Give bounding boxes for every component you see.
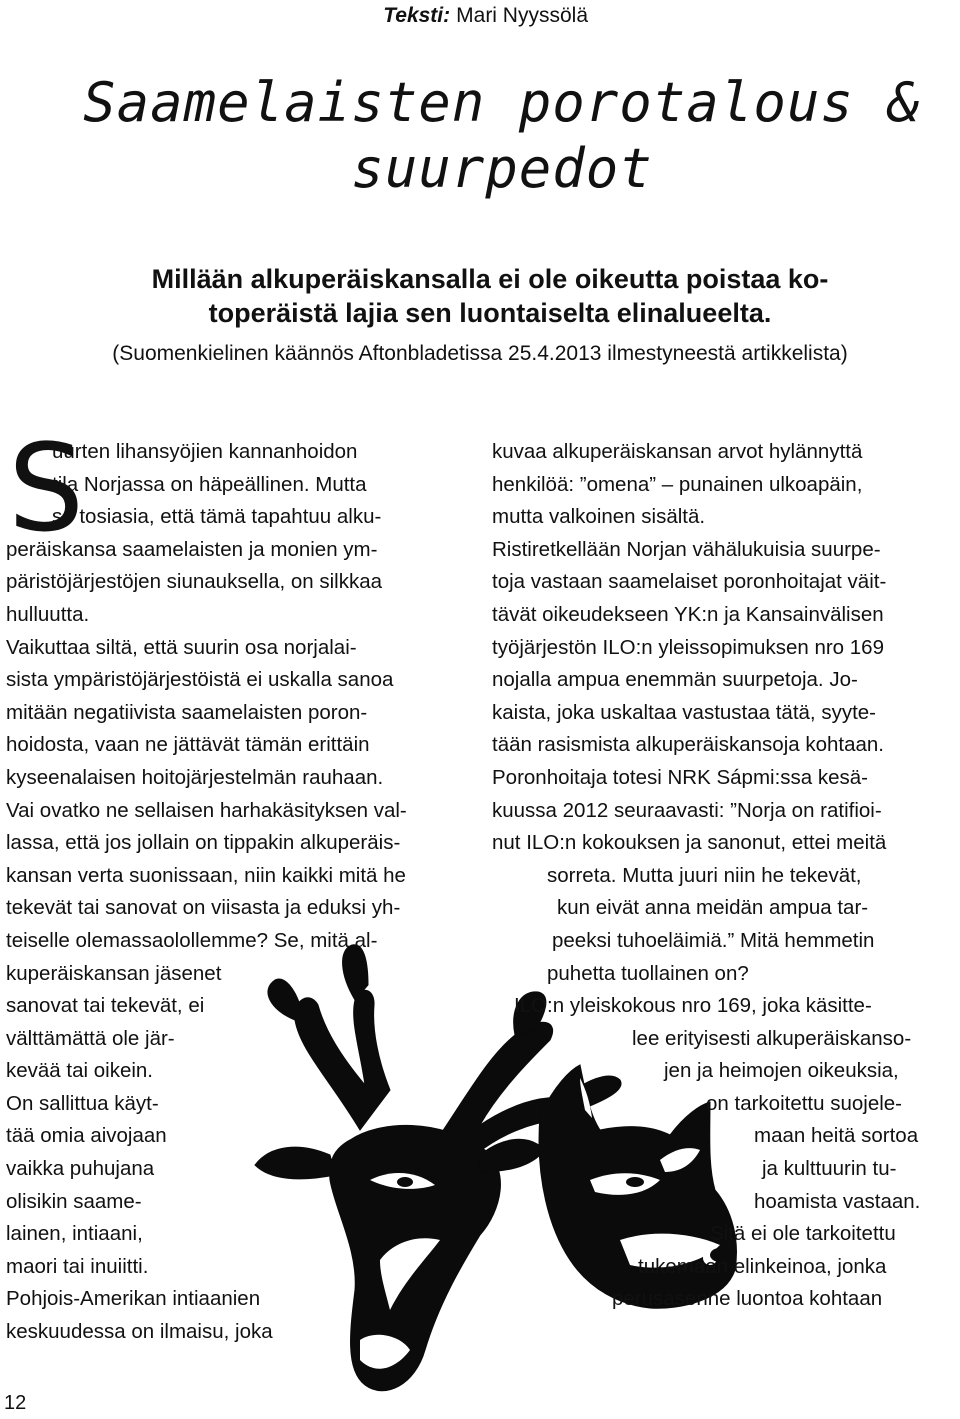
text-line: kuvaa alkuperäiskansan arvot hylännyttä (492, 440, 863, 463)
text-line: kansan verta suonissaan, niin kaikki mitä he (6, 863, 406, 887)
text-line: uurten lihansyöjien kannanhoidon (52, 440, 358, 463)
text-line: lainen, intiaani, (6, 1222, 143, 1246)
text-line: sista ympäristöjärjestöistä ei uskalla sanoa (6, 668, 394, 692)
text-line: On sallittua käyt- (6, 1091, 159, 1115)
text-line: hoidosta, vaan ne jättävät tämän erittäin (6, 733, 370, 757)
text-line: kuussa 2012 seuraavasti: ”Norja on ratifioi- (492, 798, 882, 822)
text-line: on tarkoitettu suojele- (706, 1091, 903, 1115)
text-line: olisikin saame- (6, 1189, 142, 1213)
text-line: kyseenalaisen hoitojärjestelmän rauhaan. (6, 765, 384, 789)
text-line: mutta valkoinen sisältä. (492, 505, 706, 529)
text-line: sanovat tai tekevät, ei (6, 994, 205, 1018)
text-line: peeksi tuhoeläimiä.” Mitä hemmetin (552, 928, 875, 952)
page-title (52, 70, 952, 202)
text-line: Ristiretkellään Norjan vähälukuisia suurpe- (492, 537, 881, 561)
lead-paragraph (60, 262, 920, 330)
text-line: kevää tai oikein. (6, 1059, 154, 1083)
text-line: välttämättä ole jär- (6, 1026, 175, 1050)
left-column (6, 420, 476, 1349)
drop-cap: S (8, 420, 85, 559)
text-line: ILO:n yleiskokous nro 169, joka käsitte- (514, 994, 872, 1018)
text-line: Poronhoitaja totesi NRK Sápmi:ssa kesä- (492, 765, 869, 789)
text-line: työjärjestön ILO:n yleissopimuksen nro 169 (492, 635, 884, 659)
byline-label: Teksti: (383, 4, 451, 27)
text-line: puhetta tuollainen on? (547, 961, 749, 985)
text-line: tävät oikeudekseen YK:n ja Kansainvälisen (492, 602, 884, 626)
text-line: kaista, joka uskaltaa vastustaa tätä, syyte- (492, 700, 876, 724)
text-line: kuperäiskansan jäsenet (6, 961, 222, 985)
text-line: jen ja heimojen oikeuksia, (664, 1059, 899, 1083)
text-line: tään rasismista alkuperäiskansoja kohtaan. (492, 733, 884, 757)
text-line: Vaikuttaa siltä, että suurin osa norjalai- (6, 635, 357, 659)
text-line: kun eivät anna meidän ampua tar- (557, 896, 869, 920)
text-line: vaikka puhujana (6, 1157, 155, 1181)
text-line: henkilöä: ”omena” – punainen ulkoapäin, (492, 472, 863, 496)
text-line: nojalla ampua enemmän suurpetoja. Jo- (492, 668, 858, 692)
lead-note: (Suomenkielinen käännös Aftonbladetissa 25.4.2013 ilmestyneestä artikkelista) (112, 342, 848, 365)
text-line: nut ILO:n kokouksen ja sanonut, ettei meitä (492, 831, 887, 855)
text-line: hoamista vastaan. (754, 1189, 921, 1213)
text-line: päristöjärjestöjen siunauksella, on silkkaa (6, 570, 383, 594)
text-line: maan heitä sortoa (754, 1124, 919, 1148)
lead-line: Millään alkuperäiskansalla ei ole oikeutta poistaa ko- (151, 264, 829, 294)
text-line: perusasenne luontoa kohtaan (612, 1287, 883, 1311)
title-line: Saamelaisten porotalous & (83, 71, 921, 134)
text-line: se tosiasia, että tämä tapahtuu alku- (52, 505, 382, 529)
text-line: toja vastaan saamelaiset poronhoitajat väit- (492, 570, 887, 594)
text-line: tila Norjassa on häpeällinen. Mutta (52, 472, 367, 496)
text-line: tekevät tai sanovat on viisasta ja eduksi yh- (6, 896, 401, 920)
text-line: lassa, että jos jollain on tippakin alkuperäis- (6, 831, 401, 855)
text-line: mitään negatiivista saamelaisten poron- (6, 700, 368, 724)
text-line: Sitä ei ole tarkoitettu (710, 1222, 896, 1246)
text-line: Vai ovatko ne sellaisen harhakäsityksen val- (6, 798, 407, 822)
text-line: hulluutta. (6, 602, 90, 626)
text-line: tää omia aivojaan (6, 1124, 167, 1148)
text-line: teiselle olemassaolollemme? Se, mitä al- (6, 928, 378, 952)
text-line: sorreta. Mutta juuri niin he tekevät, (547, 863, 862, 887)
text-line: keskuudessa on ilmaisu, joka (6, 1320, 273, 1344)
lead-line: toperäistä lajia sen luontaiselta elinalueelta. (208, 298, 772, 328)
text-line: Pohjois-Amerikan intiaanien (6, 1287, 261, 1311)
text-line: lee erityisesti alkuperäiskanso- (632, 1026, 912, 1050)
right-column (492, 436, 952, 1316)
text-line: tukemaan elinkeinoa, jonka (638, 1254, 887, 1278)
text-line: peräiskansa saamelaisten ja monien ym- (6, 537, 378, 561)
text-line: ja kulttuurin tu- (762, 1157, 897, 1181)
title-line: suurpedot (351, 137, 653, 200)
page-number: 12 (4, 1392, 27, 1414)
byline-author: Mari Nyyssölä (456, 4, 588, 27)
text-line: maori tai inuiitti. (6, 1254, 149, 1278)
byline (383, 4, 588, 28)
